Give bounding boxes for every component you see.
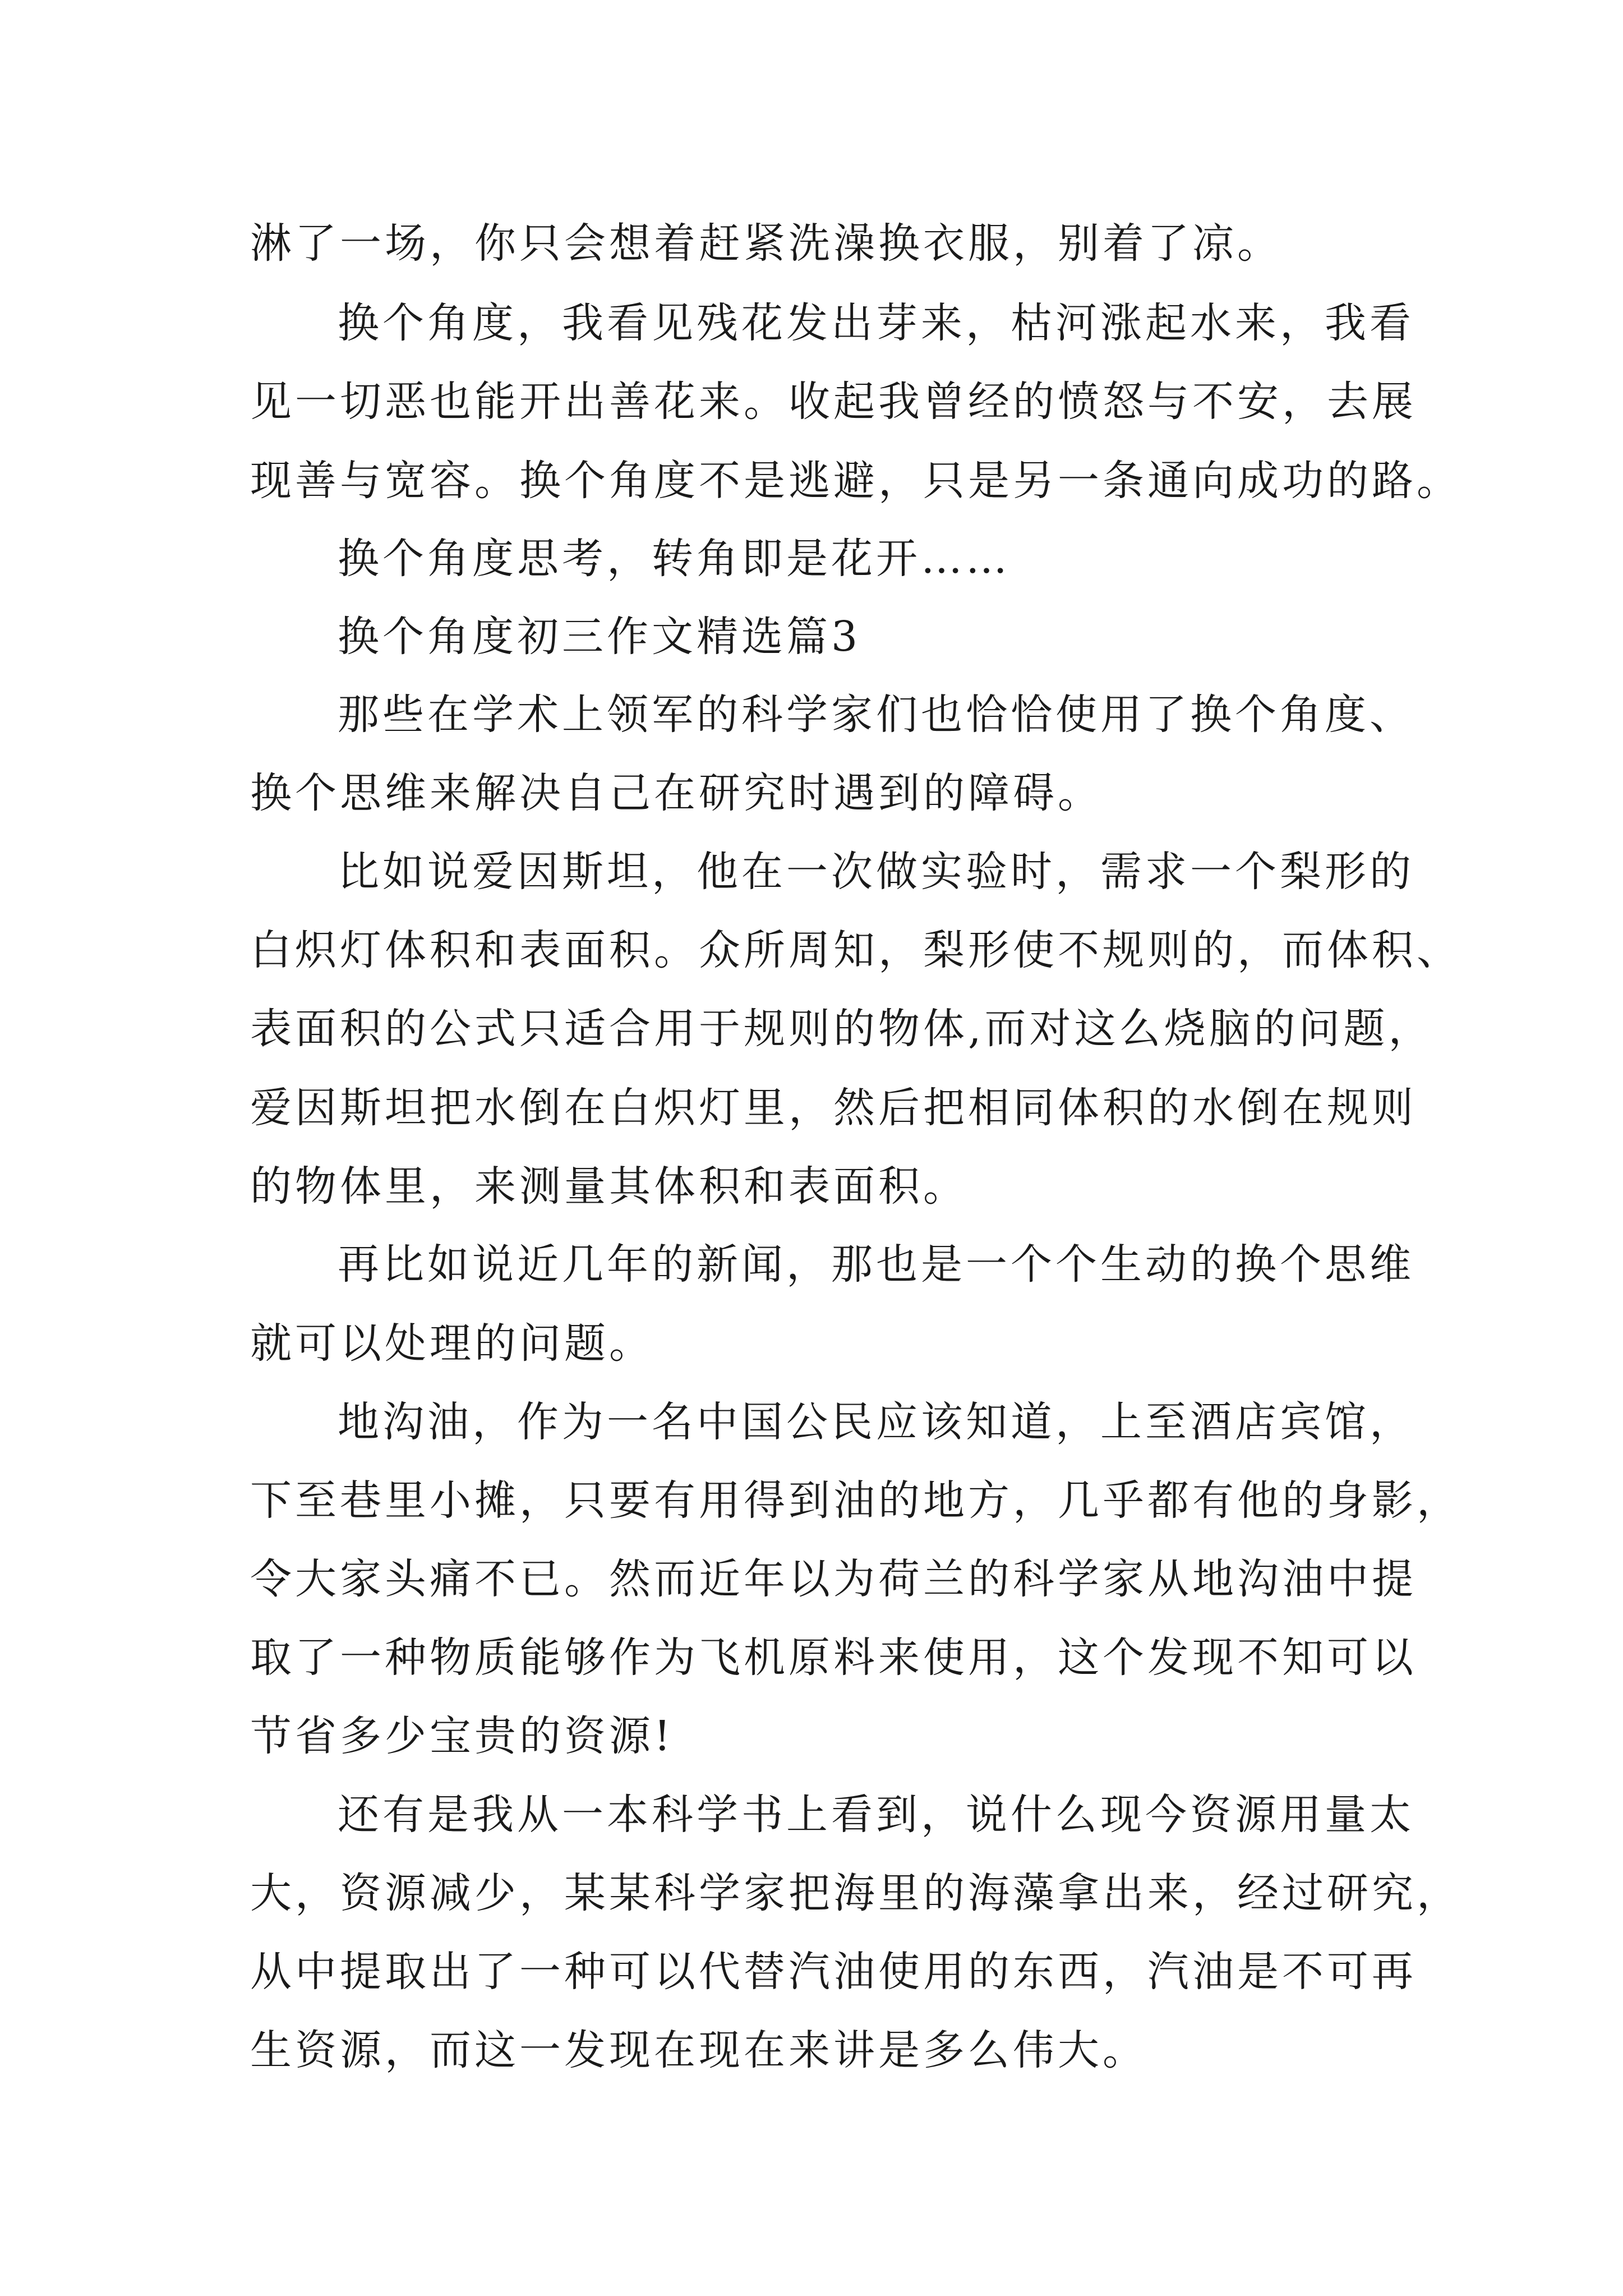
text-line: 表面积的公式只适合用于规则的物体,而对这么烧脑的问题， — [250, 1005, 1433, 1053]
text-line: 白炽灯体积和表面积。众所周知，梨形使不规则的，而体积、 — [250, 926, 1461, 974]
section-heading: 换个角度初三作文精选篇3 — [338, 613, 861, 661]
text-line: 还有是我从一本科学书上看到，说什么现今资源用量太 — [338, 1791, 1414, 1839]
text-line: 就可以处理的问题。 — [250, 1319, 654, 1368]
text-line: 比如说爱因斯坦，他在一次做实验时，需求一个梨形的 — [338, 848, 1414, 896]
text-line: 生资源，而这一发现在现在来讲是多么伟大。 — [250, 2026, 1147, 2074]
text-line: 换个角度，我看见残花发出芽来，枯河涨起水来，我看 — [338, 299, 1414, 347]
text-line: 令大家头痛不已。然而近年以为荷兰的科学家从地沟油中提 — [250, 1555, 1417, 1603]
text-line: 现善与宽容。换个角度不是逃避，只是另一条通向成功的路。 — [250, 457, 1461, 505]
text-line: 大，资源减少，某某科学家把海里的海藻拿出来，经过研究， — [250, 1869, 1461, 1917]
text-line: 那些在学术上领军的科学家们也恰恰使用了换个角度、 — [338, 691, 1414, 739]
text-line: 淋了一场，你只会想着赶紧洗澡换衣服，别着了凉。 — [250, 219, 1282, 268]
text-line: 地沟油，作为一名中国公民应该知道，上至酒店宾馆， — [338, 1398, 1414, 1446]
text-line: 换个角度思考，转角即是花开…… — [338, 535, 1011, 583]
text-line: 的物体里，来测量其体积和表面积。 — [250, 1162, 968, 1211]
text-line: 再比如说近几年的新闻，那也是一个个生动的换个思维 — [338, 1240, 1414, 1289]
text-line: 节省多少宝贵的资源! — [250, 1712, 674, 1760]
text-line: 见一切恶也能开出善花来。收起我曾经的愤怒与不安，去展 — [250, 378, 1417, 426]
text-line: 从中提取出了一种可以代替汽油使用的东西，汽油是不可再 — [250, 1948, 1417, 1996]
text-line: 换个思维来解决自己在研究时遇到的障碍。 — [250, 769, 1103, 817]
text-line: 爱因斯坦把水倒在白炽灯里，然后把相同体积的水倒在规则 — [250, 1084, 1417, 1132]
text-line: 取了一种物质能够作为飞机原料来使用，这个发现不知可以 — [250, 1634, 1417, 1682]
text-line: 下至巷里小摊，只要有用得到油的地方，几乎都有他的身影， — [250, 1476, 1461, 1525]
